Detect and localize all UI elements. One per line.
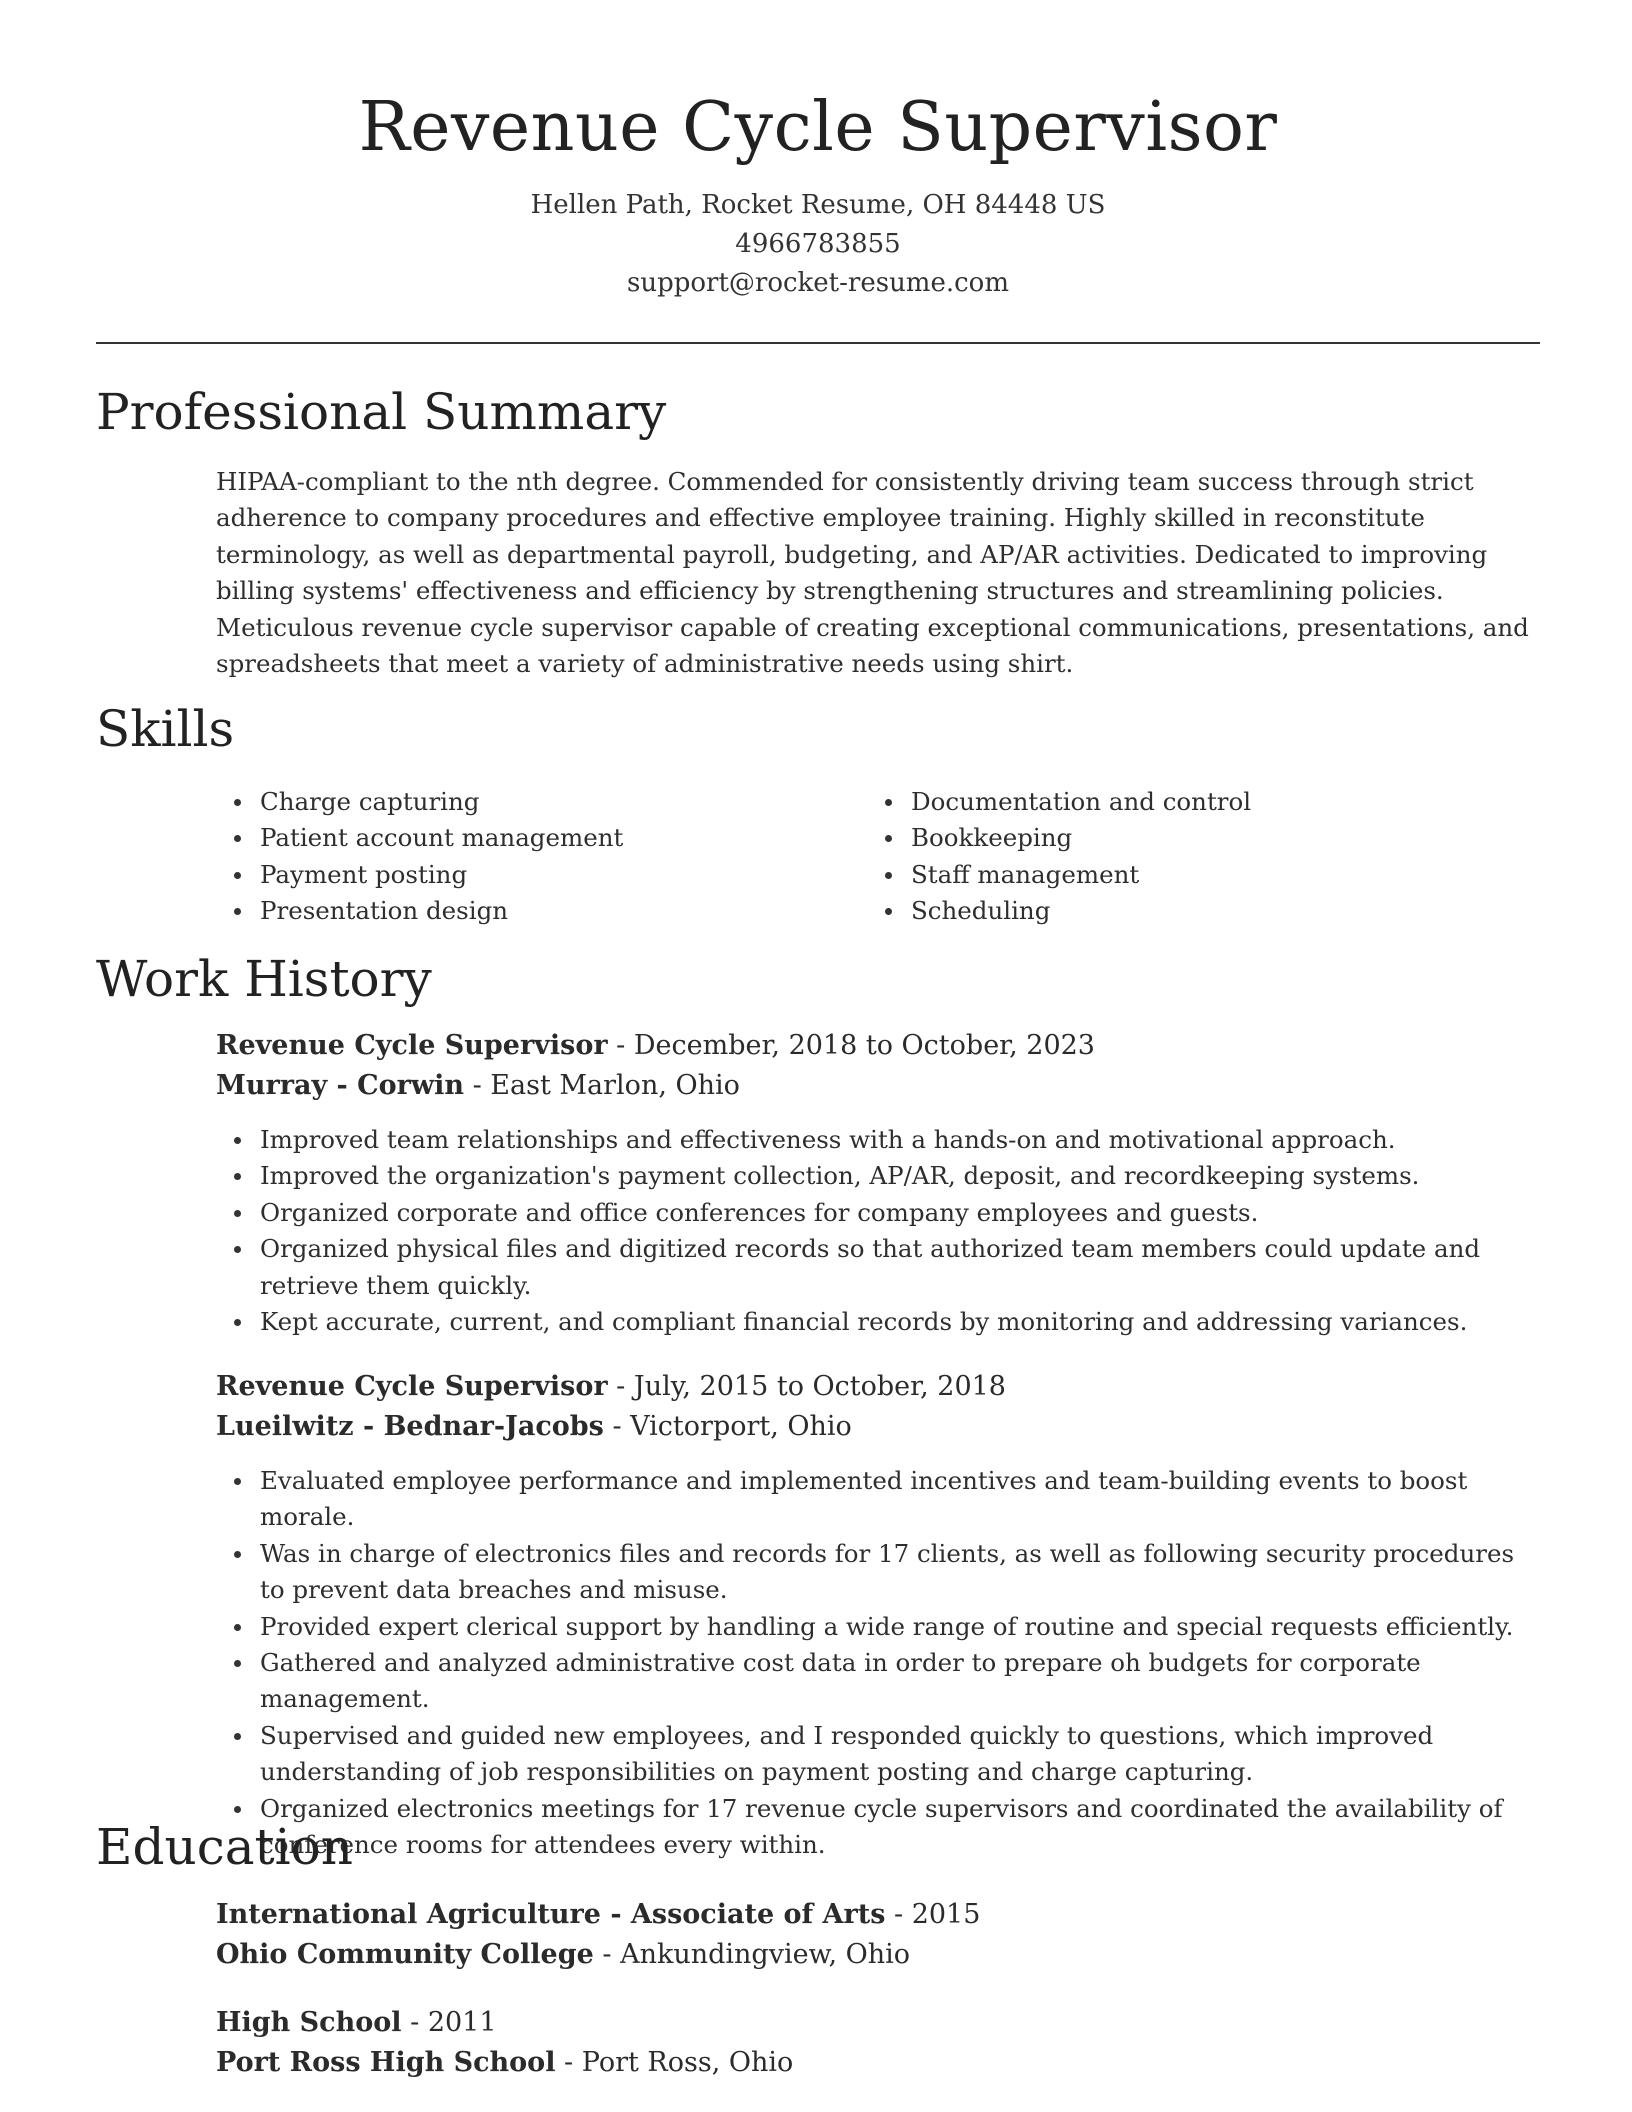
education-school: Ohio Community College [216,1939,594,1970]
job-bullets [216,1122,1536,1340]
skill-item: Bookkeeping [867,820,1518,856]
skill-item: Documentation and control [867,784,1518,820]
skill-item: Payment posting [216,857,867,893]
section-title-skills: Skills [96,700,235,758]
job-dates: - July, 2015 to October, 2018 [607,1371,1006,1402]
job-employer-line [216,1407,1536,1447]
job-bullet: Kept accurate, current, and compliant financial records by monitoring and addressing variances. [216,1304,1536,1340]
section-title-work-history: Work History [96,950,432,1008]
skill-item: Charge capturing [216,784,867,820]
education-degree: International Agriculture - Associate of Arts [216,1899,886,1930]
contact-phone: 4966783855 [735,229,901,259]
education-entry [216,2003,1536,2083]
job-role: Revenue Cycle Supervisor [216,1371,608,1402]
education-school-line [216,2043,1536,2083]
job-bullet: Provided expert clerical support by handling a wide range of routine and special requests efficiently. [216,1609,1536,1645]
job-bullet: Organized corporate and office conferences for company employees and guests. [216,1195,1536,1231]
contact-info [96,186,1540,303]
summary-text: HIPAA-compliant to the nth degree. Commended for consistently driving team success through strict adherence to company procedures and effective employee training. Highly skilled in reconstitute terminology, as well as departmental payroll, budgeting, and AP/AR activities. Dedicated to improving billing systems' effectiveness and efficiency by strengthening structures and streamlining policies. Meticulous revenue cycle supervisor capable of creating exceptional communications, presentations, and spreadsheets that meet a variety of administrative needs using shirt. [216,467,1529,679]
contact-email: support@rocket-resume.com [626,268,1009,298]
job-dates: - December, 2018 to October, 2023 [607,1030,1095,1061]
contact-address: Hellen Path, Rocket Resume, OH 84448 US [530,190,1106,220]
skill-item: Patient account management [216,820,867,856]
job-employer-line [216,1066,1536,1106]
education-degree-line [216,2003,1536,2043]
job-bullet: Organized electronics meetings for 17 revenue cycle supervisors and coordinated the availability of conference rooms for attendees every within. [216,1791,1536,1864]
job-title-line [216,1026,1536,1066]
education-entry [216,1895,1536,1975]
education-degree-line [216,1895,1536,1935]
education-school-line [216,1935,1536,1975]
skill-item: Scheduling [867,893,1518,929]
resume-header [96,84,1540,303]
job-employer: Lueilwitz - Bednar-Jacobs [216,1411,604,1442]
education-year: - 2015 [885,1899,981,1930]
job-entry [216,1026,1536,1340]
job-employer: Murray - Corwin [216,1070,465,1101]
job-bullet: Supervised and guided new employees, and I responded quickly to questions, which improved understanding of job responsibilities on payment posting and charge capturing. [216,1718,1536,1791]
job-bullet: Improved the organization's payment collection, AP/AR, deposit, and recordkeeping systems. [216,1158,1536,1194]
job-title-line [216,1367,1536,1407]
job-bullets [216,1463,1536,1863]
job-location: - East Marlon, Ohio [464,1070,740,1101]
skills-column-right [867,784,1518,930]
skills-list [216,784,1536,930]
candidate-name: Revenue Cycle Supervisor [358,88,1278,167]
job-bullet: Organized physical files and digitized records so that authorized team members could update and retrieve them quickly. [216,1231,1536,1304]
job-entry [216,1367,1536,1863]
education-year: - 2011 [401,2007,497,2038]
job-bullet: Was in charge of electronics files and records for 17 clients, as well as following security procedures to prevent data breaches and misuse. [216,1536,1536,1609]
skills-column-left [216,784,867,930]
job-location: - Victorport, Ohio [603,1411,852,1442]
skill-item: Staff management [867,857,1518,893]
header-divider [96,342,1540,344]
job-bullet: Improved team relationships and effectiveness with a hands-on and motivational approach. [216,1122,1536,1158]
education-degree: High School [216,2007,402,2038]
skill-item: Presentation design [216,893,867,929]
education-school: Port Ross High School [216,2047,556,2078]
job-bullet: Gathered and analyzed administrative cost data in order to prepare oh budgets for corporate management. [216,1645,1536,1718]
job-bullet: Evaluated employee performance and implemented incentives and team-building events to boost morale. [216,1463,1536,1536]
education-location: - Ankundingview, Ohio [593,1939,911,1970]
section-title-summary: Professional Summary [96,383,667,441]
job-role: Revenue Cycle Supervisor [216,1030,608,1061]
education-location: - Port Ross, Ohio [555,2047,794,2078]
section-title-education: Education [96,1818,353,1876]
